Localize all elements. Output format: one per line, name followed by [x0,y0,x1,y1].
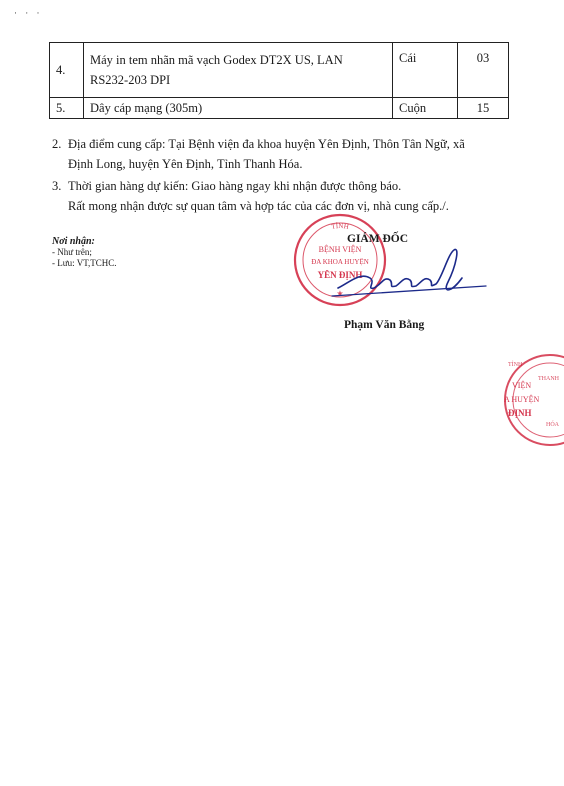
item-unit: Cái [393,43,458,98]
item-quantity: 15 [458,98,509,119]
side-seal-line-3: ĐỊNH [508,408,532,418]
item-text-line-1: Địa điểm cung cấp: Tại Bệnh viện đa khoa huyện Yên Định, Thôn Tân Ngữ, xã [68,137,465,151]
delivery-time-item [52,176,512,216]
item-name [84,43,393,98]
partial-seal [502,352,564,448]
row-number: 4. [50,43,84,98]
recipient-line: - Như trên; [52,247,92,257]
recipient-line: - Lưu: VT,TCHC. [52,258,117,268]
signature-title: GIÁM ĐỐC [347,233,409,245]
recipients-title: Nơi nhận: [52,236,95,247]
item-quantity: 03 [458,43,509,98]
item-unit: Cuộn [393,98,458,119]
svg-text:★: ★ [336,289,344,298]
side-seal-arc-3: TỈNH [508,362,523,368]
side-seal-line-2: A HUYỆN [504,395,540,404]
row-number: 5. [50,98,84,119]
closing-remark: Rất mong nhận được sự quan tâm và hợp tác của các đơn vị, nhà cung cấp./. [68,199,449,213]
item-text-line-1: Thời gian hàng dự kiến: Giao hàng ngay khi nhận được thông báo. [68,179,402,193]
table-row [50,43,509,98]
signer-name: Phạm Văn Bằng [344,319,425,331]
item-text-line-2: Định Long, huyện Yên Định, Tỉnh Thanh Hóa. [68,157,303,171]
delivery-location-item [52,134,512,174]
side-seal-arc-2: HÓA [546,422,559,428]
seal-line-1: BỆNH VIỆN [318,245,362,254]
side-seal-line-1: VIỆN [512,381,532,390]
seal-line-3: YÊN ĐỊNH [317,270,363,280]
items-table [49,42,509,119]
recipients-block [52,236,117,269]
item-number: 2. [52,137,62,151]
handwritten-signature [330,242,490,302]
table-row [50,98,509,119]
item-name: Dây cáp mạng (305m) [84,98,393,119]
seal-arc-text: TỈNH [330,221,350,231]
item-name-line-1: Máy in tem nhãn mã vạch Godex DT2X US, LAN [90,53,343,67]
side-seal-arc-1: THANH [538,376,559,382]
seal-line-2: ĐA KHOA HUYỆN [311,258,369,266]
scan-marks: · · · [14,8,43,18]
svg-text:TỈNH [331,222,350,231]
item-name-line-2: RS232-203 DPI [90,73,171,87]
item-number: 3. [52,179,62,193]
